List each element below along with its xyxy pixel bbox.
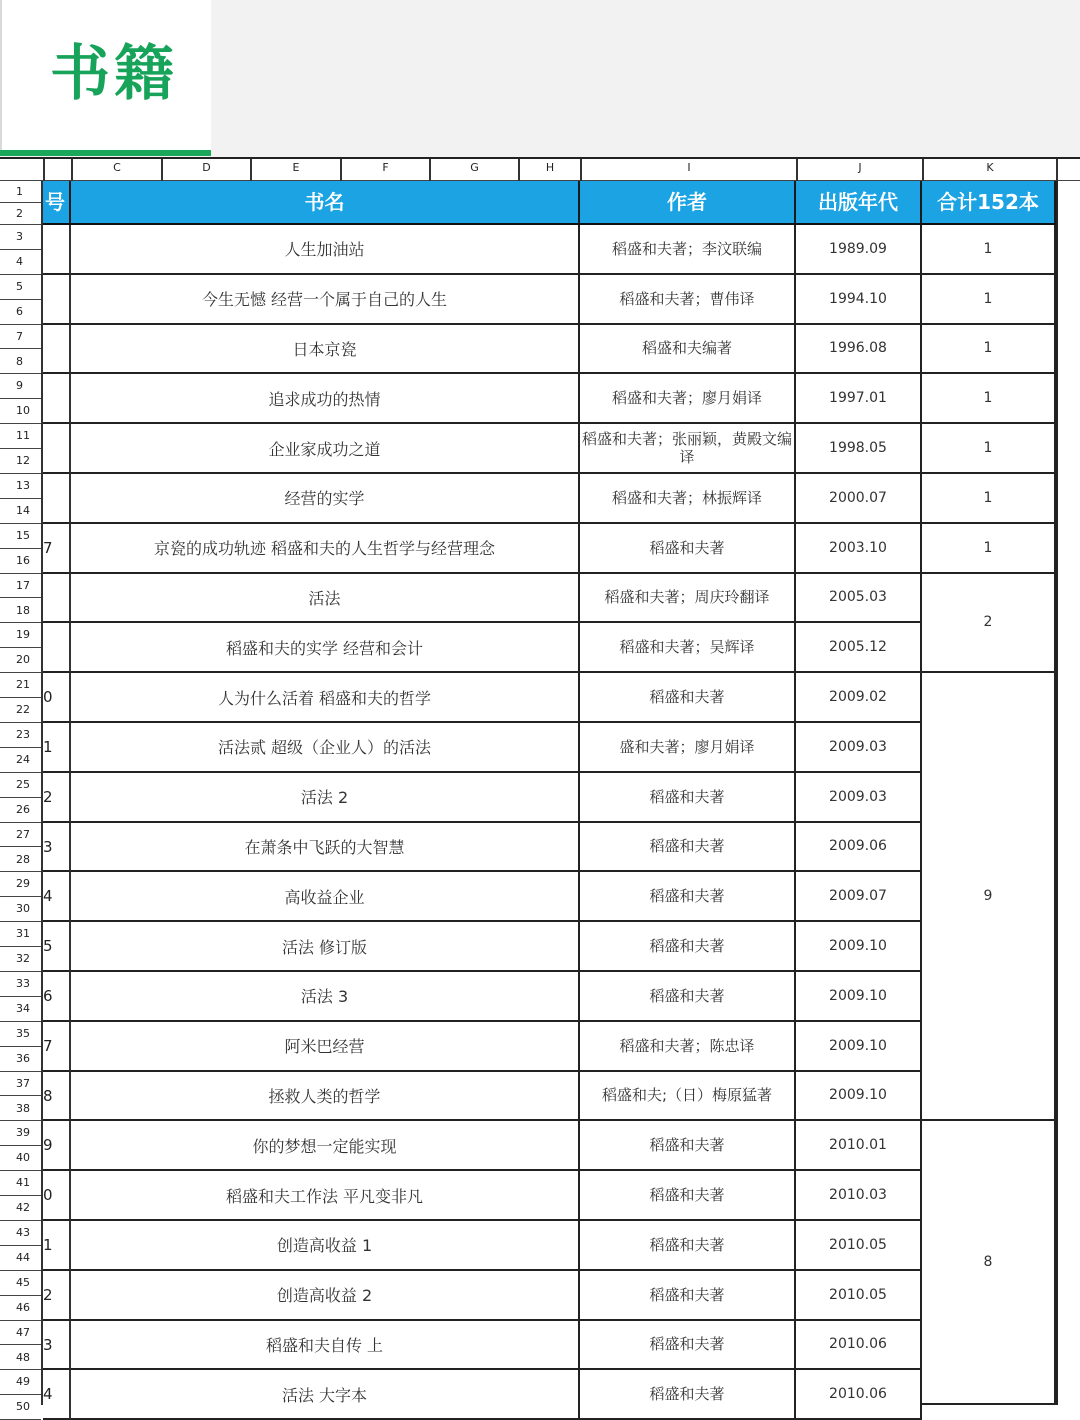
book-title-cell[interactable]: 活法 大字本 [71, 1370, 580, 1420]
column-header-j[interactable]: J [796, 159, 922, 181]
column-header-c[interactable]: C [71, 159, 161, 181]
row-number[interactable]: 8 [0, 350, 41, 375]
book-title-cell[interactable]: 创造高收益 2 [71, 1271, 580, 1321]
column-header-k[interactable]: K [922, 159, 1056, 181]
row-number[interactable]: 9 [0, 374, 41, 399]
column-header-bar [0, 157, 1080, 181]
sequence-cell[interactable]: 0 [43, 1171, 71, 1221]
year-cell[interactable]: 1996.08 [796, 325, 922, 375]
book-title-cell[interactable]: 京瓷的成功轨迹 稻盛和夫的人生哲学与经营理念 [71, 524, 580, 574]
sequence-cell[interactable] [43, 474, 71, 524]
row-number[interactable]: 16 [0, 549, 41, 574]
row-number[interactable]: 25 [0, 773, 41, 798]
row-number[interactable]: 41 [0, 1171, 41, 1196]
year-cell[interactable]: 2010.01 [796, 1121, 922, 1171]
count-cell[interactable]: 1 [922, 275, 1056, 325]
book-title-cell[interactable]: 高收益企业 [71, 872, 580, 922]
author-cell[interactable]: 稻盛和夫著 [580, 673, 796, 723]
row-number[interactable]: 20 [0, 648, 41, 673]
author-cell[interactable]: 稻盛和夫著 [580, 1321, 796, 1371]
author-cell[interactable]: 稻盛和夫著 [580, 972, 796, 1022]
sequence-cell[interactable]: 5 [43, 922, 71, 972]
sequence-cell[interactable]: 1 [43, 723, 71, 773]
row-number[interactable]: 10 [0, 399, 41, 424]
book-title-cell[interactable]: 你的梦想一定能实现 [71, 1121, 580, 1171]
year-cell[interactable]: 2005.03 [796, 574, 922, 624]
row-number[interactable]: 18 [0, 599, 41, 624]
year-cell[interactable]: 2003.10 [796, 524, 922, 574]
book-title-cell[interactable]: 人生加油站 [71, 225, 580, 275]
sequence-cell[interactable] [43, 325, 71, 375]
sheet-right-edge [1056, 181, 1080, 1405]
row-number[interactable]: 26 [0, 798, 41, 823]
author-cell[interactable]: 稻盛和夫著 [580, 823, 796, 873]
sequence-cell[interactable]: 9 [43, 1121, 71, 1171]
row-number[interactable]: 15 [0, 524, 41, 549]
row-number[interactable]: 45 [0, 1271, 41, 1296]
row-number[interactable]: 17 [0, 574, 41, 599]
row-number[interactable]: 50 [0, 1395, 41, 1420]
column-header-h[interactable]: H [518, 159, 580, 181]
year-cell[interactable]: 2009.03 [796, 773, 922, 823]
row-number[interactable]: 38 [0, 1097, 41, 1122]
author-cell[interactable]: 稻盛和夫著；吴辉译 [580, 623, 796, 673]
year-cell[interactable]: 2005.12 [796, 623, 922, 673]
sheet-tab-bar [0, 0, 1080, 157]
book-title-cell[interactable]: 阿米巴经营 [71, 1022, 580, 1072]
count-cell[interactable]: 9 [922, 673, 1056, 1121]
author-cell[interactable]: 稻盛和夫著 [580, 922, 796, 972]
sequence-cell[interactable] [43, 574, 71, 624]
column-header-d[interactable]: D [161, 159, 250, 181]
count-cell[interactable]: 1 [922, 524, 1056, 574]
year-cell[interactable]: 1997.01 [796, 374, 922, 424]
book-title-cell[interactable]: 追求成功的热情 [71, 374, 580, 424]
row-number[interactable]: 39 [0, 1121, 41, 1146]
row-number-column [0, 181, 43, 1414]
author-cell[interactable]: 稻盛和夫著 [580, 773, 796, 823]
header-author: 作者 [580, 181, 796, 223]
author-cell[interactable]: 稻盛和夫著 [580, 1271, 796, 1321]
author-cell[interactable]: 稻盛和夫著；张丽颖，黄殿文编译 [580, 424, 796, 474]
author-cell[interactable]: 稻盛和夫著；周庆玲翻译 [580, 574, 796, 624]
row-number[interactable]: 21 [0, 673, 41, 698]
row-number[interactable]: 37 [0, 1072, 41, 1097]
year-cell[interactable]: 2009.07 [796, 872, 922, 922]
book-title-cell[interactable]: 人为什么活着 稻盛和夫的哲学 [71, 673, 580, 723]
sequence-cell[interactable]: 2 [43, 1271, 71, 1321]
year-cell[interactable]: 1989.09 [796, 225, 922, 275]
sequence-cell[interactable]: 6 [43, 972, 71, 1022]
sequence-cell[interactable] [43, 374, 71, 424]
column-header-edge [1056, 159, 1080, 181]
author-cell[interactable]: 稻盛和夫编著 [580, 325, 796, 375]
row-number[interactable]: 19 [0, 623, 41, 648]
header-seq: 号 [43, 181, 71, 223]
book-title-cell[interactable]: 活法 2 [71, 773, 580, 823]
sequence-cell[interactable]: 2 [43, 773, 71, 823]
author-cell[interactable]: 稻盛和夫著；陈忠译 [580, 1022, 796, 1072]
row-number[interactable]: 34 [0, 997, 41, 1022]
row-number[interactable]: 40 [0, 1146, 41, 1171]
book-title-cell[interactable]: 创造高收益 1 [71, 1221, 580, 1271]
row-number[interactable]: 12 [0, 449, 41, 474]
sequence-cell[interactable]: 4 [43, 1370, 71, 1420]
row-number[interactable]: 43 [0, 1221, 41, 1246]
year-cell[interactable]: 2009.10 [796, 1022, 922, 1072]
sequence-cell[interactable] [43, 424, 71, 474]
row-number[interactable]: 46 [0, 1296, 41, 1321]
sequence-cell[interactable]: 4 [43, 872, 71, 922]
year-cell[interactable]: 2009.10 [796, 922, 922, 972]
column-header-ab[interactable] [43, 159, 71, 181]
year-cell[interactable]: 2009.06 [796, 823, 922, 873]
row-number[interactable]: 2 [0, 203, 41, 225]
author-cell[interactable]: 稻盛和夫著 [580, 1121, 796, 1171]
row-number[interactable]: 13 [0, 474, 41, 499]
row-number[interactable]: 5 [0, 275, 41, 300]
author-cell[interactable]: 稻盛和夫;（日）梅原猛著 [580, 1072, 796, 1122]
year-cell[interactable]: 2010.05 [796, 1221, 922, 1271]
book-title-cell[interactable]: 在萧条中飞跃的大智慧 [71, 823, 580, 873]
year-cell[interactable]: 2009.10 [796, 972, 922, 1022]
author-cell[interactable]: 稻盛和夫著；李汶联编 [580, 225, 796, 275]
year-cell[interactable]: 2010.06 [796, 1321, 922, 1371]
header-title: 书名 [71, 181, 580, 223]
count-cell[interactable]: 1 [922, 424, 1056, 474]
row-number[interactable]: 7 [0, 325, 41, 350]
row-number[interactable]: 11 [0, 424, 41, 449]
sequence-cell[interactable] [43, 225, 71, 275]
row-number[interactable]: 29 [0, 872, 41, 897]
sequence-cell[interactable]: 8 [43, 1072, 71, 1122]
book-title-cell[interactable]: 稻盛和夫工作法 平凡变非凡 [71, 1171, 580, 1221]
year-cell[interactable]: 2009.10 [796, 1072, 922, 1122]
row-number[interactable]: 42 [0, 1196, 41, 1221]
author-cell[interactable]: 稻盛和夫著；曹伟译 [580, 275, 796, 325]
row-number[interactable]: 3 [0, 225, 41, 250]
book-title-cell[interactable]: 稻盛和夫自传 上 [71, 1321, 580, 1371]
year-cell[interactable]: 1994.10 [796, 275, 922, 325]
row-number[interactable]: 4 [0, 250, 41, 275]
row-number[interactable]: 30 [0, 897, 41, 922]
column-header-g[interactable]: G [429, 159, 518, 181]
author-cell[interactable]: 盛和夫著；廖月娟译 [580, 723, 796, 773]
book-title-cell[interactable]: 日本京瓷 [71, 325, 580, 375]
year-cell[interactable]: 2010.06 [796, 1370, 922, 1420]
row-number[interactable]: 35 [0, 1022, 41, 1047]
author-cell[interactable]: 稻盛和夫著 [580, 524, 796, 574]
author-cell[interactable]: 稻盛和夫著 [580, 1171, 796, 1221]
sequence-cell[interactable]: 7 [43, 1022, 71, 1072]
sequence-cell[interactable]: 1 [43, 1221, 71, 1271]
row-number[interactable]: 33 [0, 972, 41, 997]
row-number[interactable]: 28 [0, 848, 41, 873]
year-cell[interactable]: 2000.07 [796, 474, 922, 524]
count-cell[interactable]: 1 [922, 474, 1056, 524]
row-number[interactable]: 1 [0, 181, 41, 203]
row-number[interactable]: 36 [0, 1047, 41, 1072]
author-cell[interactable]: 稻盛和夫著 [580, 1221, 796, 1271]
row-number[interactable]: 6 [0, 300, 41, 325]
header-year: 出版年代 [796, 181, 922, 223]
column-header-e[interactable]: E [250, 159, 340, 181]
count-cell[interactable]: 2 [922, 574, 1056, 674]
year-cell[interactable]: 2009.02 [796, 673, 922, 723]
sequence-cell[interactable] [43, 275, 71, 325]
sheet-tab-books[interactable] [0, 0, 211, 150]
row-number[interactable]: 14 [0, 499, 41, 524]
sequence-cell[interactable]: 7 [43, 524, 71, 574]
count-cell[interactable]: 1 [922, 225, 1056, 275]
author-cell[interactable]: 稻盛和夫著 [580, 1370, 796, 1420]
row-number[interactable]: 27 [0, 823, 41, 848]
author-cell[interactable]: 稻盛和夫著 [580, 872, 796, 922]
book-title-cell[interactable]: 稻盛和夫的实学 经营和会计 [71, 623, 580, 673]
book-title-cell[interactable]: 经营的实学 [71, 474, 580, 524]
author-cell[interactable]: 稻盛和夫著；林振辉译 [580, 474, 796, 524]
row-number[interactable]: 22 [0, 698, 41, 723]
sheet-tab-label: 书籍 [50, 39, 178, 109]
row-number[interactable]: 23 [0, 723, 41, 748]
sequence-cell[interactable]: 0 [43, 673, 71, 723]
author-cell[interactable]: 稻盛和夫著；廖月娟译 [580, 374, 796, 424]
column-header-i[interactable]: I [580, 159, 796, 181]
sequence-cell[interactable]: 3 [43, 1321, 71, 1371]
row-number[interactable]: 47 [0, 1321, 41, 1346]
row-number[interactable]: 48 [0, 1346, 41, 1371]
row-number[interactable]: 24 [0, 748, 41, 773]
count-cell[interactable]: 8 [922, 1121, 1056, 1405]
year-cell[interactable]: 2010.05 [796, 1271, 922, 1321]
row-number[interactable]: 44 [0, 1246, 41, 1271]
year-cell[interactable]: 1998.05 [796, 424, 922, 474]
row-number[interactable]: 32 [0, 947, 41, 972]
sequence-cell[interactable]: 3 [43, 823, 71, 873]
row-number[interactable]: 49 [0, 1370, 41, 1395]
year-cell[interactable]: 2010.03 [796, 1171, 922, 1221]
book-title-cell[interactable]: 活法 修订版 [71, 922, 580, 972]
book-title-cell[interactable]: 拯救人类的哲学 [71, 1072, 580, 1122]
row-number[interactable]: 31 [0, 922, 41, 947]
header-total: 合计152本 [922, 181, 1056, 223]
book-title-cell[interactable]: 活法贰 超级（企业人）的活法 [71, 723, 580, 773]
count-cell[interactable]: 1 [922, 325, 1056, 375]
sequence-cell[interactable] [43, 623, 71, 673]
year-cell[interactable]: 2009.03 [796, 723, 922, 773]
count-cell[interactable]: 1 [922, 374, 1056, 424]
column-header-f[interactable]: F [340, 159, 429, 181]
book-title-cell[interactable]: 今生无憾 经营一个属于自己的人生 [71, 275, 580, 325]
active-tab-indicator [0, 150, 211, 156]
book-title-cell[interactable]: 企业家成功之道 [71, 424, 580, 474]
book-title-cell[interactable]: 活法 3 [71, 972, 580, 1022]
book-title-cell[interactable]: 活法 [71, 574, 580, 624]
